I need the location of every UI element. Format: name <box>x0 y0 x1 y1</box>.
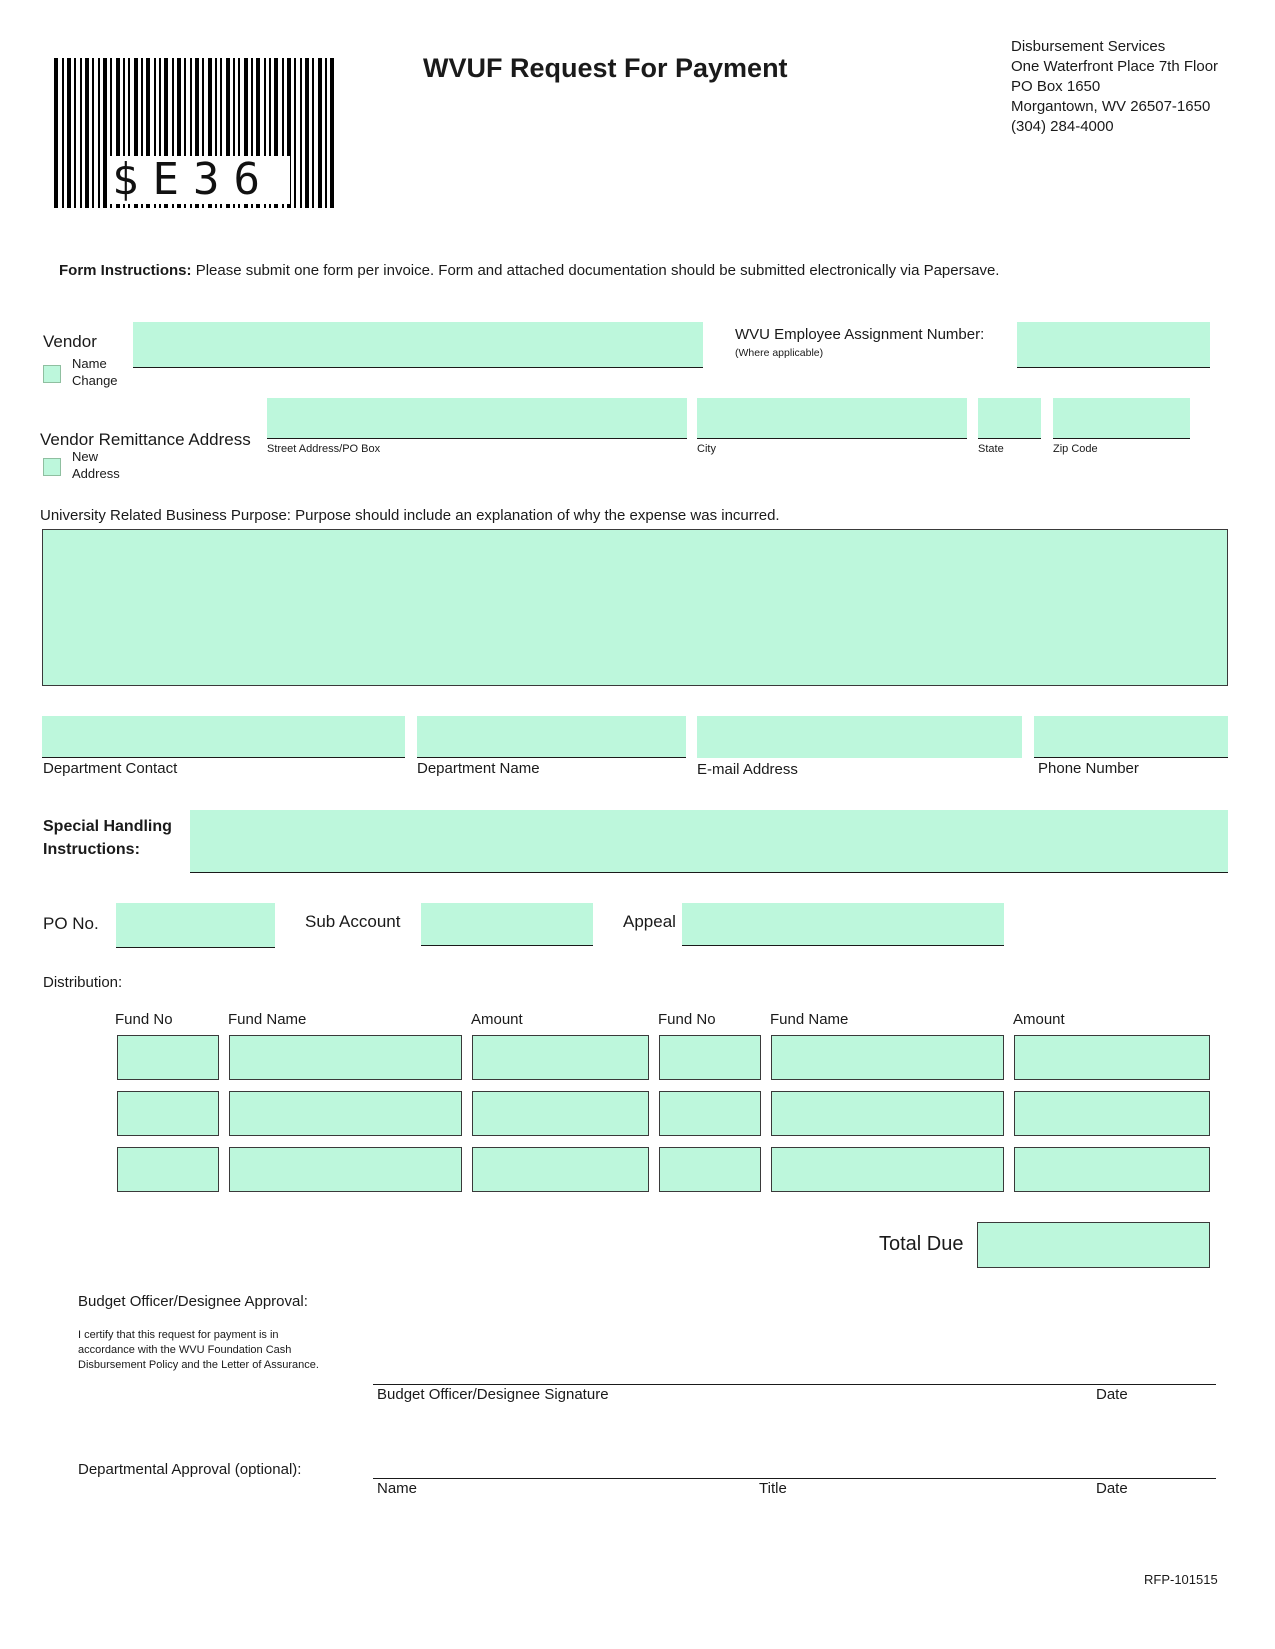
dist-header-fund-name-2: Fund Name <box>770 1011 849 1028</box>
dist-cell[interactable] <box>117 1147 219 1192</box>
barcode-bar <box>67 58 71 208</box>
certify-text-3: Disbursement Policy and the Letter of Assurance. <box>78 1359 319 1371</box>
dist-header-amount-1: Amount <box>471 1011 523 1028</box>
dist-cell[interactable] <box>472 1091 649 1136</box>
address-line-3: PO Box 1650 <box>1011 78 1101 95</box>
employee-assignment-label: WVU Employee Assignment Number: <box>735 326 985 343</box>
remittance-label: Vendor Remittance Address <box>40 430 251 449</box>
distribution-label: Distribution: <box>43 974 123 991</box>
department-contact-label: Department Contact <box>43 760 178 777</box>
dist-cell[interactable] <box>771 1035 1004 1080</box>
purpose-label: University Related Business Purpose: Purpose should include an explanation of why the expense was incurred. <box>40 507 780 524</box>
dist-header-amount-2: Amount <box>1013 1011 1065 1028</box>
street-field[interactable] <box>267 398 687 439</box>
dist-cell[interactable] <box>1014 1147 1210 1192</box>
name-change-label-1: Name <box>72 356 107 371</box>
barcode-bar <box>330 58 334 208</box>
dist-cell[interactable] <box>1014 1091 1210 1136</box>
departmental-title-label: Title <box>759 1480 787 1497</box>
state-label: State <box>978 443 1004 455</box>
departmental-approval-label: Departmental Approval (optional): <box>78 1461 302 1478</box>
address-line-2: One Waterfront Place 7th Floor <box>1011 58 1219 75</box>
dist-cell[interactable] <box>659 1091 761 1136</box>
barcode-bar <box>325 58 327 208</box>
dist-header-fund-no-1: Fund No <box>115 1011 173 1028</box>
dist-cell[interactable] <box>472 1147 649 1192</box>
dist-cell[interactable] <box>771 1091 1004 1136</box>
barcode-bar <box>80 58 82 208</box>
address-line-5: (304) 284-4000 <box>1011 118 1114 135</box>
vendor-label: Vendor <box>43 332 97 351</box>
departmental-date-label: Date <box>1096 1480 1128 1497</box>
form-id: RFP-101515 <box>1144 1572 1218 1587</box>
department-name-label: Department Name <box>417 760 540 777</box>
department-name-field[interactable] <box>417 716 686 758</box>
new-address-label-1: New <box>72 449 99 464</box>
dist-cell[interactable] <box>229 1035 462 1080</box>
page-title: WVUF Request For Payment <box>423 53 788 83</box>
special-handling-label-2: Instructions: <box>43 841 140 858</box>
special-handling-field[interactable] <box>190 810 1228 873</box>
barcode-bar <box>294 58 296 208</box>
po-no-field[interactable] <box>116 903 275 948</box>
new-address-label-2: Address <box>72 466 120 481</box>
dist-cell[interactable] <box>472 1035 649 1080</box>
form-instructions <box>59 262 999 279</box>
zip-label: Zip Code <box>1053 443 1098 455</box>
barcode-bar <box>62 58 64 208</box>
city-label: City <box>697 443 716 455</box>
barcode-bar <box>92 58 94 208</box>
dist-header-fund-name-1: Fund Name <box>228 1011 307 1028</box>
barcode <box>54 58 339 208</box>
budget-signature-line[interactable] <box>373 1384 1216 1385</box>
name-change-checkbox[interactable] <box>43 365 61 383</box>
dist-header-fund-no-2: Fund No <box>658 1011 716 1028</box>
form-instructions-text: Please submit one form per invoice. Form and attached documentation should be submitted electronically via Papersave. <box>195 262 1000 279</box>
department-contact-field[interactable] <box>42 716 405 758</box>
dist-cell[interactable] <box>659 1035 761 1080</box>
form-instructions-label: Form Instructions: <box>59 262 192 279</box>
barcode-bar <box>300 58 302 208</box>
barcode-bar <box>54 58 58 208</box>
appeal-label: Appeal <box>623 912 676 931</box>
dist-cell[interactable] <box>117 1091 219 1136</box>
name-change-label-2: Change <box>72 373 118 388</box>
appeal-field[interactable] <box>682 903 1004 946</box>
dist-cell[interactable] <box>1014 1035 1210 1080</box>
purpose-field[interactable] <box>42 529 1228 686</box>
sub-account-field[interactable] <box>421 903 593 946</box>
departmental-name-label: Name <box>377 1480 418 1497</box>
budget-date-label: Date <box>1096 1386 1128 1403</box>
barcode-bar <box>74 58 76 208</box>
barcode-bar <box>305 58 309 208</box>
barcode-bar <box>318 58 322 208</box>
barcode-bar <box>103 58 107 208</box>
po-no-label: PO No. <box>43 914 99 933</box>
total-due-label: Total Due <box>879 1233 964 1255</box>
street-label: Street Address/PO Box <box>267 443 381 455</box>
city-field[interactable] <box>697 398 967 439</box>
employee-assignment-sub: (Where applicable) <box>735 347 824 359</box>
special-handling-label-1: Special Handling <box>43 818 172 835</box>
address-line-1: Disbursement Services <box>1011 38 1166 55</box>
phone-label: Phone Number <box>1038 760 1139 777</box>
barcode-bar <box>312 58 314 208</box>
address-line-4: Morgantown, WV 26507-1650 <box>1011 98 1211 115</box>
dist-cell[interactable] <box>659 1147 761 1192</box>
budget-signature-label: Budget Officer/Designee Signature <box>377 1386 609 1403</box>
total-due-field[interactable] <box>977 1222 1210 1268</box>
email-field[interactable] <box>697 716 1022 758</box>
barcode-bar <box>98 58 100 208</box>
sub-account-label: Sub Account <box>305 912 401 931</box>
state-field[interactable] <box>978 398 1041 439</box>
dist-cell[interactable] <box>229 1091 462 1136</box>
budget-approval-label: Budget Officer/Designee Approval: <box>78 1293 308 1310</box>
departmental-signature-line[interactable] <box>373 1478 1216 1479</box>
phone-field[interactable] <box>1034 716 1228 758</box>
dist-cell[interactable] <box>771 1147 1004 1192</box>
barcode-bar <box>85 58 89 208</box>
certify-text-2: accordance with the WVU Foundation Cash <box>78 1344 292 1356</box>
zip-field[interactable] <box>1053 398 1190 439</box>
dist-cell[interactable] <box>229 1147 462 1192</box>
new-address-checkbox[interactable] <box>43 458 61 476</box>
certify-text-1: I certify that this request for payment is in <box>78 1329 279 1341</box>
email-label: E-mail Address <box>697 761 798 778</box>
barcode-text: $E36 <box>108 156 290 204</box>
employee-assignment-field[interactable] <box>1017 322 1210 368</box>
dist-cell[interactable] <box>117 1035 219 1080</box>
vendor-field[interactable] <box>133 322 703 368</box>
